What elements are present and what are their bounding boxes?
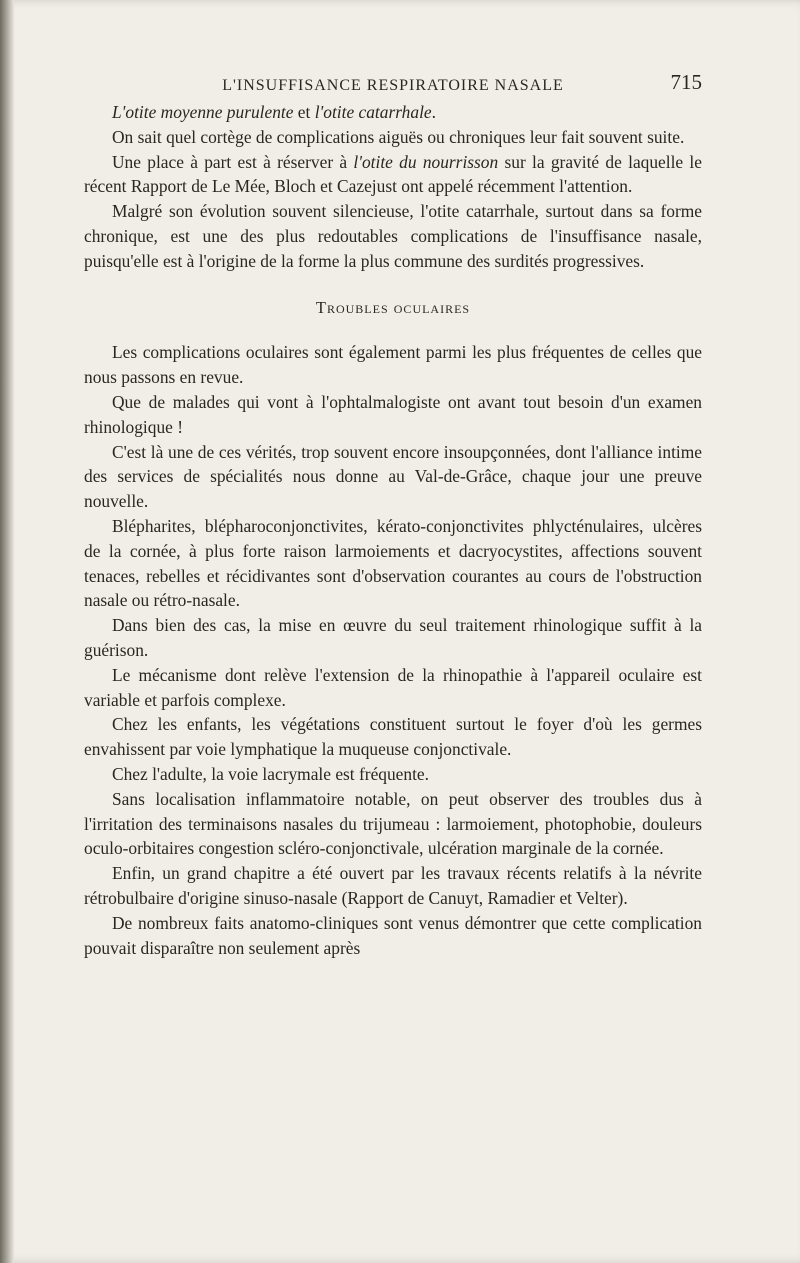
italic-term: l'otite catarrhale [314,102,432,122]
paragraph-13: Sans localisation inflammatoire notable, on peut observer des troubles dus à l'irritation des terminaisons nasales du trijumeau : larmoiement, photophobie, douleurs oculo-orbitaires congestion scléro-conjonctivale, ulcération marginale de la cornée. [84,788,702,859]
page-number: 715 [670,70,702,94]
paragraph-6: Que de malades qui vont à l'ophtalmalogiste ont avant tout besoin d'un examen rhinologique ! [84,391,702,437]
paragraph-7: C'est là une de ces vérités, trop souvent encore insoupçonnées, dont l'alliance intime des services de spécialités nous donne au Val-de-Grâce, chaque jour une preuve nouvelle. [84,441,702,512]
paragraph-10: Le mécanisme dont relève l'extension de la rhinopathie à l'appareil oculaire est variable et parfois complexe. [84,664,702,710]
paragraph-11: Chez les enfants, les végétations constituent surtout le foyer d'où les germes envahissent par voie lymphatique la muqueuse conjonctivale. [84,714,702,760]
text-block [84,60,702,960]
italic-term: l'otite du nourrisson [353,151,499,172]
paragraph-3 [84,150,702,200]
paragraph-12: Chez l'adulte, la voie lacrymale est fréquente. [112,763,429,784]
text-run: . [431,102,436,122]
paragraph-4: Malgré son évolution souvent silencieuse, l'otite catarrhale, surtout dans sa forme chronique, est une des plus redoutables complications de l'insuffisance nasale, puisqu'elle est à l'origine de la forme la plus commune des surdités progressives. [84,201,702,271]
paragraph-14: Enfin, un grand chapitre a été ouvert par les travaux récents relatifs à la névrite rétrobulbaire d'origine sinuso-nasale (Rapport de Canuyt, Ramadier et Velter). [84,863,702,908]
running-head [84,60,702,94]
text-run: Une place à part est à réserver à [112,151,354,172]
text-run: sur la gravité de laquelle le récent Rapport de Le Mée, Bloch et Cazejust ont appelé récemment l'attention. [84,151,702,197]
page-binding-shadow [0,0,14,1263]
section-heading: Troubles oculaires [315,297,471,317]
text-run: et [293,102,315,122]
paragraph-15: De nombreux faits anatomo-cliniques sont venus démontrer que cette complication pouvait disparaître non seulement après [84,912,702,958]
paragraph-9: Dans bien des cas, la mise en œuvre du seul traitement rhinologique suffit à la guérison. [84,615,702,660]
paragraph-2: On sait quel cortège de complications aiguës ou chroniques leur fait souvent suite. [112,126,685,147]
running-title: L'INSUFFISANCE RESPIRATOIRE NASALE [222,77,564,94]
paragraph-8: Blépharites, blépharoconjonctivites, kérato-conjonctivites phlycténulaires, ulcères de la cornée, à plus forte raison larmoiements et dacryocystites, affections souvent tenaces, rebelles et récidivantes sont d'observation courantes au cours de l'obstruction nasale ou rétro-nasale. [84,515,702,611]
paragraph-1 [84,100,702,125]
italic-term: L'otite moyenne purulente [112,102,294,122]
paragraph-5: Les complications oculaires sont également parmi les plus fréquentes de celles que nous passons en revue. [84,342,702,388]
